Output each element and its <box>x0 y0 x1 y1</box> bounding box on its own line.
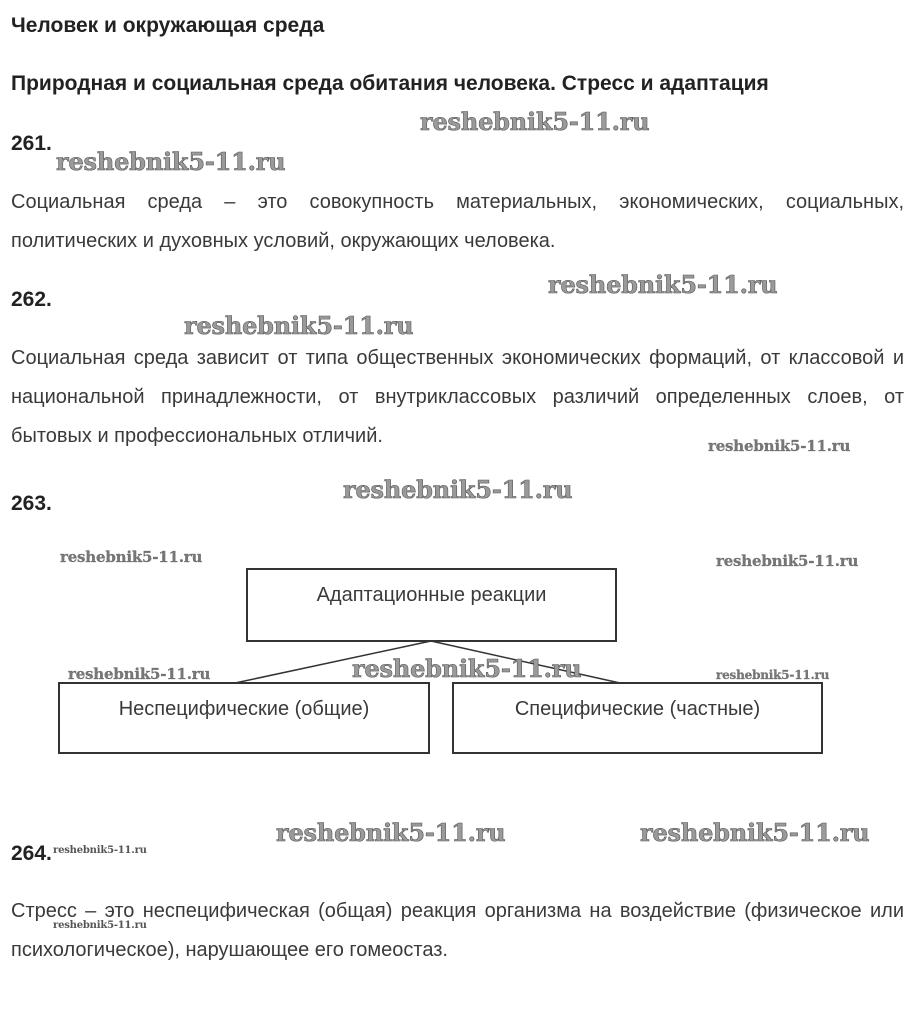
section-title: Человек и окружающая среда <box>11 14 325 37</box>
diagram-child-label: Специфические (частные) <box>514 698 761 720</box>
topic-title: Природная и социальная среда обитания человека. Стресс и адаптация <box>11 72 769 95</box>
watermark: reshebnik5-11.ru <box>60 548 203 566</box>
task-261-number: 261. <box>11 132 52 155</box>
watermark: reshebnik5-11.ru <box>716 552 859 570</box>
watermark: reshebnik5-11.ru <box>53 920 147 931</box>
watermark: reshebnik5-11.ru <box>352 654 582 683</box>
task-263-number: 263. <box>11 492 52 515</box>
watermark: reshebnik5-11.ru <box>716 668 830 682</box>
watermark: reshebnik5-11.ru <box>343 475 573 504</box>
diagram-child-label: Неспецифические (общие) <box>118 698 370 720</box>
watermark: reshebnik5-11.ru <box>53 845 147 856</box>
watermark: reshebnik5-11.ru <box>68 665 211 683</box>
diagram-child-box-specific <box>452 682 823 754</box>
watermark: reshebnik5-11.ru <box>184 311 414 340</box>
watermark: reshebnik5-11.ru <box>276 818 506 847</box>
task-262-number: 262. <box>11 288 52 311</box>
watermark: reshebnik5-11.ru <box>548 270 778 299</box>
task-264-number: 264. <box>11 842 52 865</box>
watermark: reshebnik5-11.ru <box>420 107 650 136</box>
diagram-child-box-nonspecific <box>58 682 430 754</box>
task-261-text: Социальная среда – это совокупность материальных, экономических, социальных, политических и духовных условий, окружающих человека. <box>11 191 904 252</box>
watermark: reshebnik5-11.ru <box>640 818 870 847</box>
task-264-text: Стресс – это неспецифическая (общая) реакция организма на воздействие (физическое или психологическое), нарушающее его гомеостаз. <box>11 900 904 961</box>
watermark: reshebnik5-11.ru <box>56 147 286 176</box>
diagram-root-label: Адаптационные реакции <box>316 584 547 606</box>
diagram-root-box <box>246 568 617 642</box>
watermark: reshebnik5-11.ru <box>708 437 851 455</box>
task-262-text: Социальная среда зависит от типа общественных экономических формаций, от классовой и национальной принадлежности, от внутриклассовых различий определенных слоев, от бытовых и профессиональных отличий. <box>11 347 904 447</box>
